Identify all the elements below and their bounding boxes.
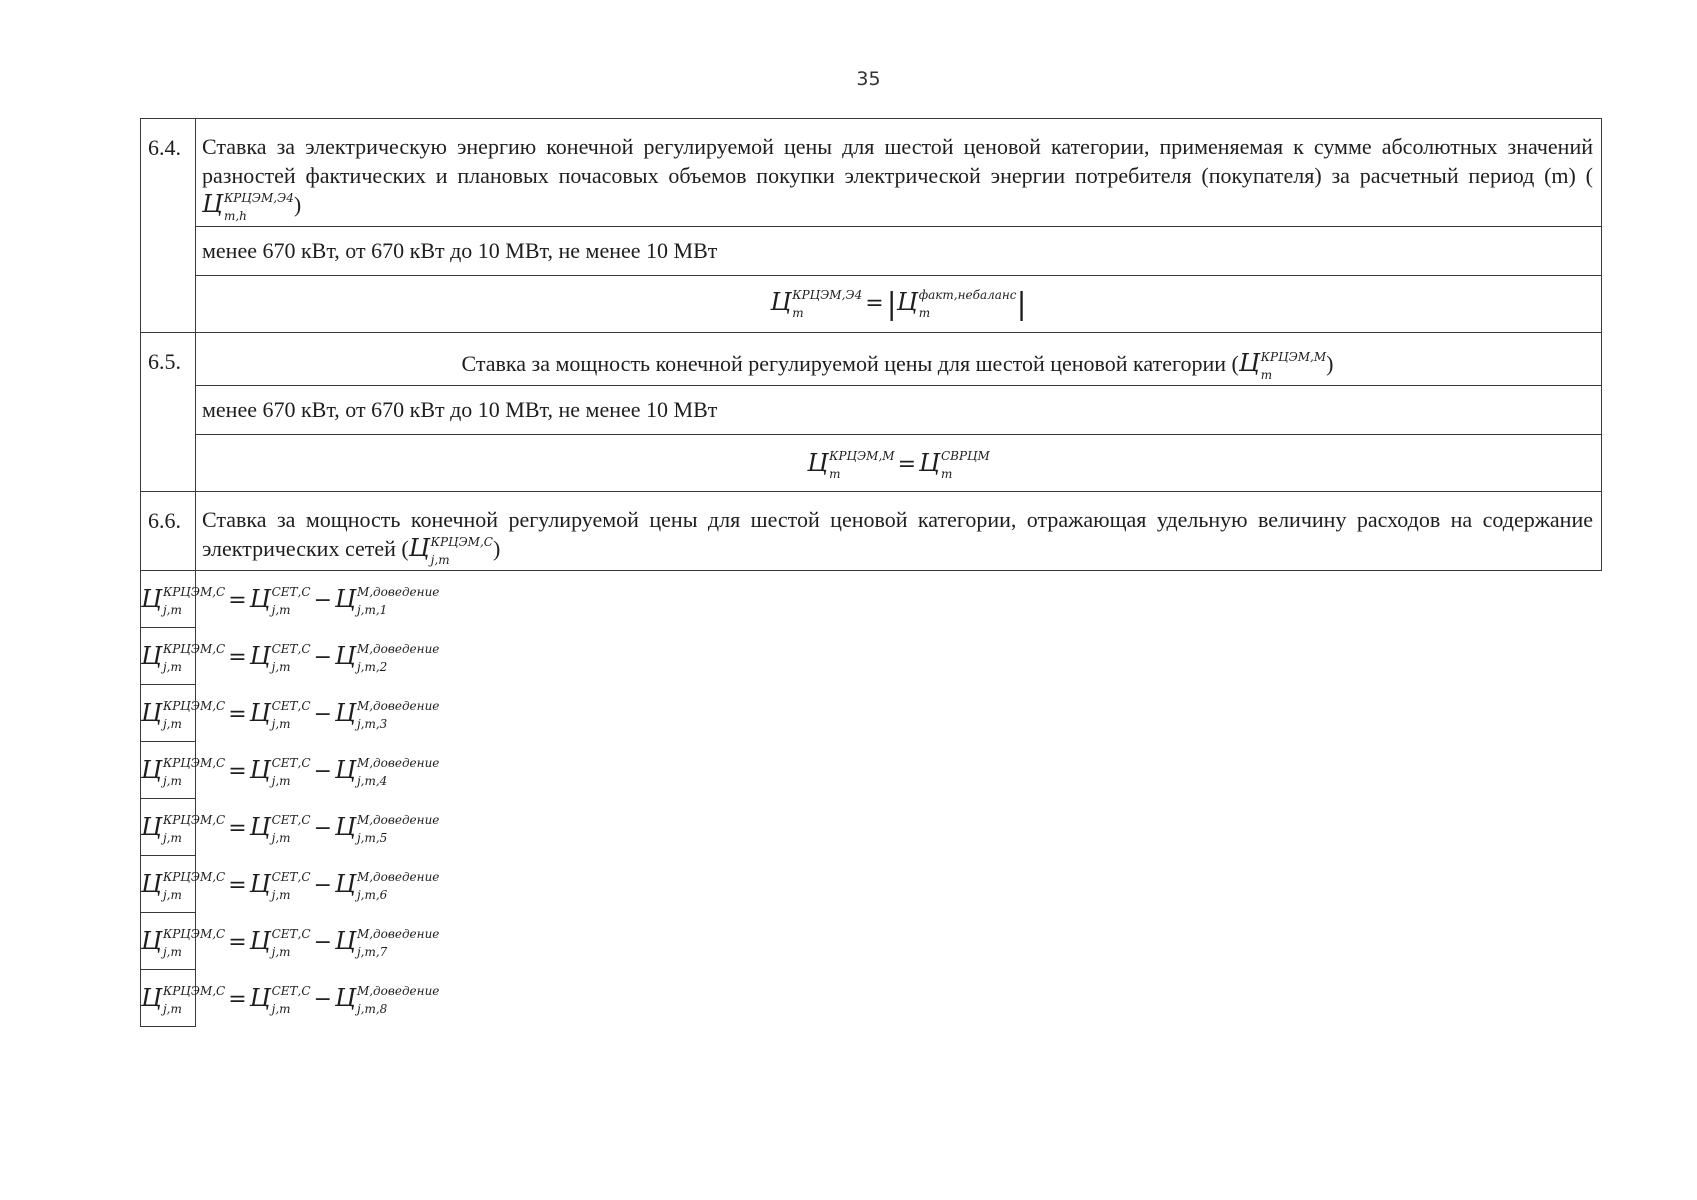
section-6-6-formula-row <box>141 913 1602 970</box>
section-6-6-formula-row <box>141 856 1602 913</box>
section-6-6-formula-row <box>141 628 1602 685</box>
section-6-6-formula-row <box>141 571 1602 628</box>
power-range-label: менее 670 кВт, от 670 кВт до 10 МВт, не менее 10 МВт <box>196 227 1602 276</box>
section-6-5-subtitle-row <box>141 386 1602 435</box>
formula: Ц КРЦЭМ,С j,m = Ц СЕТ,С j,m − Ц М,доведение j,m,8 <box>141 970 196 1027</box>
title-symbol: Ц КРЦЭМ,С j,m <box>408 534 493 567</box>
formula: Ц КРЦЭМ,С j,m = Ц СЕТ,С j,m − Ц М,доведение j,m,6 <box>141 856 196 913</box>
section-number: 6.6. <box>141 492 196 571</box>
section-6-6-formula-row <box>141 799 1602 856</box>
section-6-6-formula-row <box>141 970 1602 1027</box>
section-6-4-formula-row <box>141 276 1602 333</box>
section-6-4-title-row <box>141 119 1602 227</box>
formula: Ц КРЦЭМ,С j,m = Ц СЕТ,С j,m − Ц М,доведение j,m,2 <box>141 628 196 685</box>
section-6-6-formula-row <box>141 685 1602 742</box>
title-symbol: Ц КРЦЭМ,М m <box>1238 349 1327 382</box>
title-symbol: Ц КРЦЭМ,Э4 m,h <box>202 190 294 223</box>
formula: Ц КРЦЭМ,С j,m = Ц СЕТ,С j,m − Ц М,доведение j,m,5 <box>141 799 196 856</box>
section-6-5-title-row <box>141 333 1602 386</box>
section-title-text: Ставка за мощность конечной регулируемой цены для шестой ценовой категории ( <box>461 351 1239 376</box>
section-number: 6.5. <box>141 333 196 492</box>
section-number: 6.4. <box>141 119 196 333</box>
formula: Ц КРЦЭМ,М m = Ц СВРЦМ m <box>196 435 1602 492</box>
formula: Ц КРЦЭМ,С j,m = Ц СЕТ,С j,m − Ц М,доведение j,m,1 <box>141 571 196 628</box>
section-6-6-title-row <box>141 492 1602 571</box>
section-title: Ставка за мощность конечной регулируемой цены для шестой ценовой категории (Ц КРЦЭМ,М m ) <box>196 333 1602 386</box>
formula: Ц КРЦЭМ,Э4 m = |Ц факт,небаланс m | <box>196 276 1602 333</box>
section-6-5-formula-row <box>141 435 1602 492</box>
section-6-4-subtitle-row <box>141 227 1602 276</box>
section-6-6-formula-row <box>141 742 1602 799</box>
formula: Ц КРЦЭМ,С j,m = Ц СЕТ,С j,m − Ц М,доведение j,m,4 <box>141 742 196 799</box>
section-title: Ставка за мощность конечной регулируемой цены для шестой ценовой категории, отражающая удельную величину расходов на содержание электрических сетей (Ц КРЦЭМ,С j,m ) <box>196 492 1602 571</box>
formula: Ц КРЦЭМ,С j,m = Ц СЕТ,С j,m − Ц М,доведение j,m,3 <box>141 685 196 742</box>
section-title: Ставка за электрическую энергию конечной регулируемой цены для шестой ценовой категории, применяемая к сумме абсолютных значений разностей фактических и плановых почасовых объемов покупки электрической энергии потребителя (покупателя) за расчетный период (m) (Ц КРЦЭМ,Э4 m,h ) <box>196 119 1602 227</box>
power-range-label: менее 670 кВт, от 670 кВт до 10 МВт, не менее 10 МВт <box>196 386 1602 435</box>
page-number: 35 <box>856 68 881 90</box>
rates-table <box>140 118 1602 1027</box>
formula: Ц КРЦЭМ,С j,m = Ц СЕТ,С j,m − Ц М,доведение j,m,7 <box>141 913 196 970</box>
section-title-text: Ставка за электрическую энергию конечной регулируемой цены для шестой ценовой категории, применяемая к сумме абсолютных значений разностей фактических и плановых почасовых объемов покупки электрической энергии потребителя (покупателя) за расчетный период (m) ( <box>202 134 1593 188</box>
section-title-text: Ставка за мощность конечной регулируемой цены для шестой ценовой категории, отражающая удельную величину расходов на содержание электрических сетей ( <box>202 507 1593 561</box>
